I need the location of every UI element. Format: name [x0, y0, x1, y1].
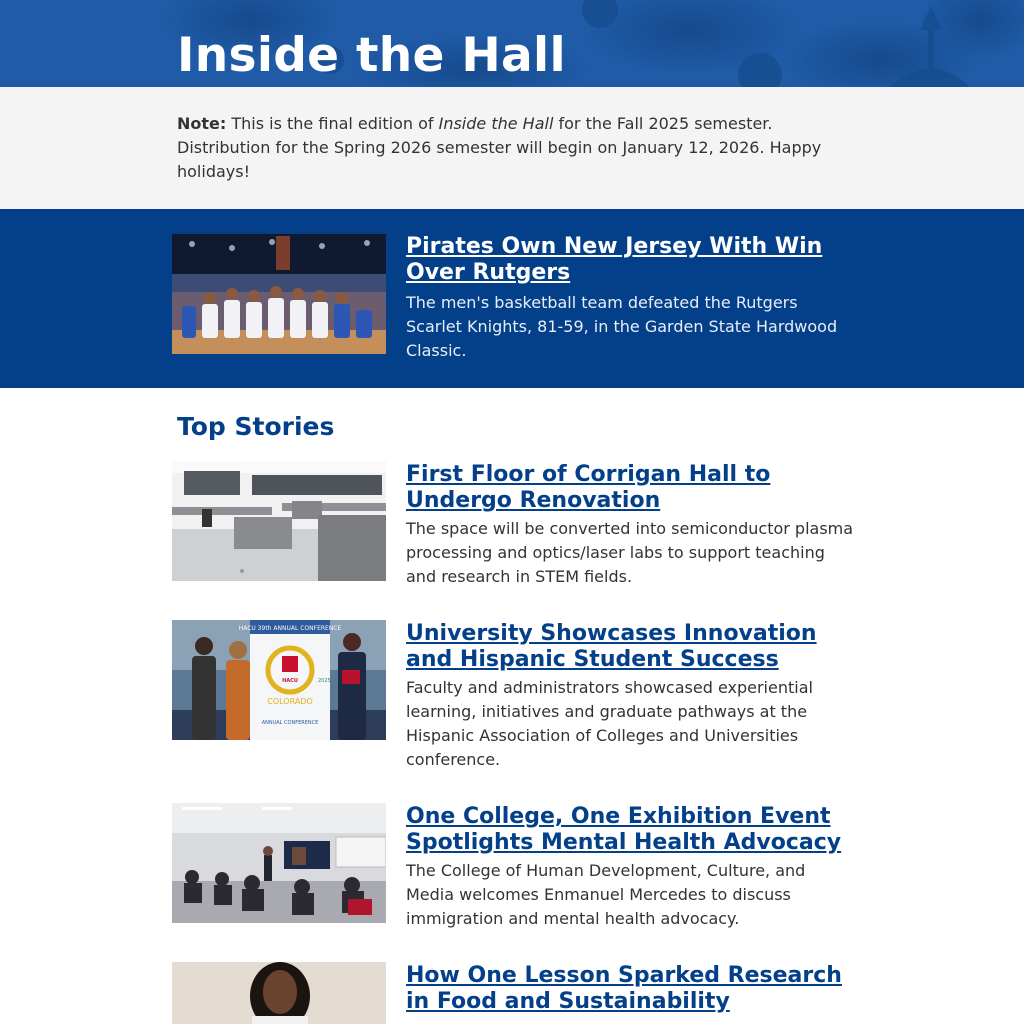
top-stories-heading: Top Stories — [177, 412, 335, 441]
newsletter-title: Inside the Hall — [177, 28, 566, 83]
note-italic-title: Inside the Hall — [438, 114, 554, 133]
conference-group-image — [172, 620, 386, 740]
conference-text: ANNUAL CONFERENCE — [261, 720, 319, 726]
note-label: Note: — [177, 114, 227, 133]
story-image-renovation[interactable] — [172, 461, 386, 581]
note-text — [177, 112, 847, 184]
note-text-after: for the Fall 2025 semester. Distribution for the Spring 2026 semester will begin on January 12, 2026. Happy holidays! — [177, 114, 822, 181]
featured-story-description: The men's basketball team defeated the Rutgers Scarlet Knights, 81-59, in the Garden State Hardwood Classic. — [406, 293, 838, 360]
banner-text: HACU 39th ANNUAL CONFERENCE — [238, 625, 342, 632]
story-headline-renovation[interactable]: First Floor of Corrigan Hall to Undergo Renovation — [406, 462, 771, 513]
story-description-hacu: Faculty and administrators showcased experiential learning, initiatives and graduate pathways at the Hispanic Association of Colleges and Universities conference. — [406, 678, 813, 769]
lecture-room-image — [172, 803, 386, 923]
portrait-image — [172, 962, 386, 1024]
featured-story — [0, 209, 1024, 388]
note-text-before: This is the final edition of — [226, 114, 439, 133]
hacu-logo-text: HACU — [282, 678, 298, 684]
colorado-text: COLORADO — [267, 697, 313, 706]
masthead — [0, 0, 1024, 87]
story-image-food-research[interactable] — [172, 962, 386, 1024]
story-headline-food-research[interactable]: How One Lesson Sparked Research in Food and Sustainability — [406, 963, 842, 1014]
basketball-celebration-image — [172, 234, 386, 354]
story-headline-mental-health[interactable]: One College, One Exhibition Event Spotlights Mental Health Advocacy — [406, 804, 842, 855]
story-headline-hacu[interactable]: University Showcases Innovation and Hispanic Student Success — [406, 621, 817, 672]
year-text: 2025 — [318, 678, 331, 684]
featured-story-image[interactable] — [172, 234, 386, 354]
story-description-renovation: The space will be converted into semiconductor plasma processing and optics/laser labs to support teaching and research in STEM fields. — [406, 519, 854, 586]
story-image-mental-health[interactable] — [172, 803, 386, 923]
story-image-hacu[interactable] — [172, 620, 386, 740]
story-description-mental-health: The College of Human Development, Culture, and Media welcomes Enmanuel Mercedes to discuss immigration and mental health advocacy. — [406, 861, 806, 928]
note-banner — [0, 87, 1024, 209]
lab-room-image — [172, 461, 386, 581]
featured-story-headline[interactable]: Pirates Own New Jersey With Win Over Rutgers — [406, 234, 823, 285]
